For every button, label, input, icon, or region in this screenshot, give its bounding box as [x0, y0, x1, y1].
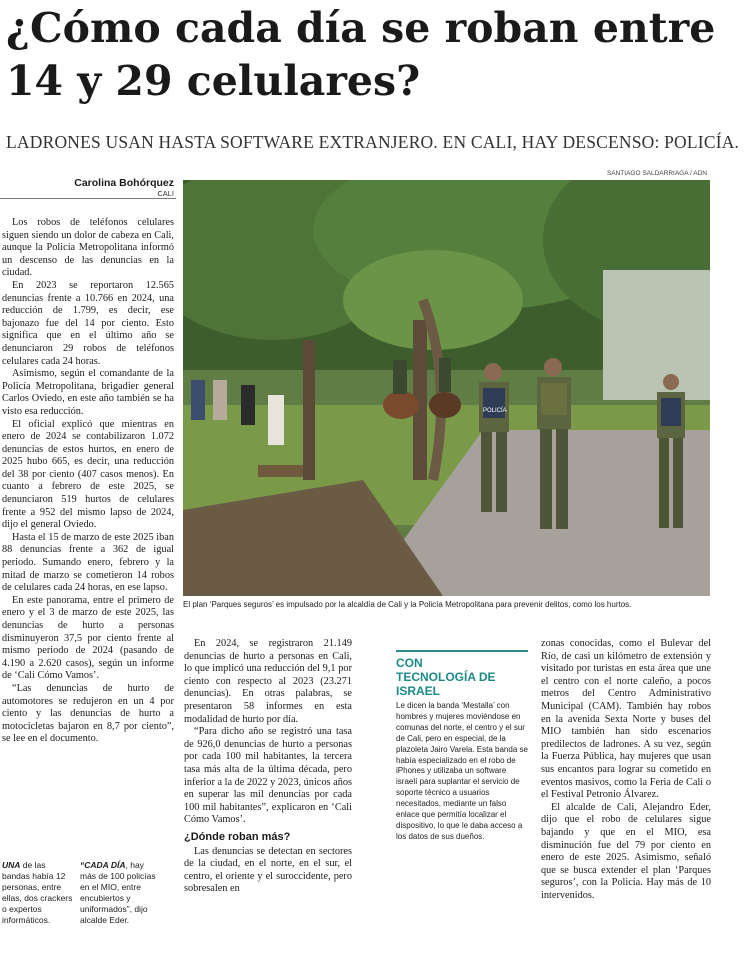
paragraph: El alcalde de Cali, Alejandro Eder, dijo que el robo de celulares sigue bajando y que en el MIO, esa disminución fue del 79 por ciento en enero de este 2025. Asimismo, señaló que se busca extender el plan ‘Parques seguros’, con la Policía. Hay más de 10 intervenidos.	[541, 801, 711, 901]
byline-rule	[0, 198, 176, 199]
paragraph: Asimismo, según el comandante de la Policía Metropolitana, brigadier general Carlos Oviedo, en este año también se ha visto esa reducción.	[2, 368, 174, 417]
sidebar-title: CON TECNOLOGÍA DE ISRAEL	[396, 656, 496, 698]
author-name: Carolina Bohórquez	[74, 177, 174, 189]
paragraph: “Las denuncias de hurto de automotores se redujeron en un 4 por ciento y las denuncias de hurto a motocicletas bajaron en 8,7 por ciento”, se lee en el documento.	[2, 682, 174, 745]
paragraph: Hasta el 15 de marzo de este 2025 iban 88 denuncias frente a 362 de igual periodo. Sumando enero, febrero y la mitad de marzo se cometieron 14 robos de celulares cada 24 horas, en ese lapso.	[2, 531, 174, 594]
byline	[60, 177, 174, 198]
paragraph: Los robos de teléfonos celulares siguen siendo un dolor de cabeza en Cali, aunque la Policía Metropolitana informó un descenso de las denuncias en la ciudad.	[2, 217, 174, 279]
paragraph: zonas conocidas, como el Bulevar del Río, de casi un kilómetro de extensión y visitado por turistas en esta área que une el centro con el norte caleño, a pocos metros del Centro Administrativo Municipal (CAM). También hay robos en la avenida Sexta Norte y buses del MIO también han sido escenarios predilectos de ladrones. A su vez, según la Fuerza Pública, hay mujeres que usan sus encantos para lograr su cometido en eventos masivos, como la Feria de Cali o el Festival Petronio Álvarez.	[541, 638, 711, 801]
paragraph: En este panorama, entre el primero de enero y el 3 de marzo de este 2025, las denuncias de hurto a personas disminuyeron 37,5 por ciento frente al mismo periodo de 2024 (pasando de 4.190 a 2.620 casos), según un informe de ‘Cali Cómo Vamos’.	[2, 594, 174, 682]
paragraph: El oficial explicó que mientras en enero de 2024 se contabilizaron 1.072 denuncias de estos hurtos, en enero de 2025 hubo 665, es decir, una reducción del 38 por ciento (407 casos menos). En cuanto a febrero de este 2025, se denunciaron 519 hurtos de celulares frente a 952 del mismo lapso de 2024, dijo el general Oviedo.	[2, 418, 174, 531]
news-photo	[183, 180, 710, 596]
article-column-4	[541, 638, 711, 902]
quote-text: de las bandas había 12 personas, entre ellas, dos crackers o expertos informáticos.	[2, 860, 73, 925]
paragraph: Las denuncias se detectan en sectores de la ciudad, en el norte, en el sur, el centro, el oriente y el suroccidente, pero sobresalen en	[184, 845, 352, 895]
dateline-city: CALI	[157, 189, 174, 198]
article-column-2	[184, 638, 352, 896]
park-police-illustration	[183, 180, 710, 596]
paragraph: En 2024, se registraron 21.149 denuncias de hurto a personas en Cali, lo que implicó una reducción del 9,1 por ciento con respecto al 2023 (23.271 denuncias). En otras palabras, se presentaron 58 informes en esta modalidad de hurto por día.	[184, 638, 352, 725]
headline: ¿Cómo cada día se roban entre 14 y 29 celulares?	[6, 4, 716, 105]
photo-credit: SANTIAGO SALDARRIAGA / ADN	[606, 170, 707, 177]
subhead: ¿Dónde roban más?	[184, 830, 291, 843]
article-column-1	[2, 217, 174, 746]
quote-lead: UNA	[2, 860, 21, 870]
quote-text: , hay más de 100 policías en el MIO, entre encubiertos y uniformados”, dijo alcalde Eder.	[80, 860, 156, 925]
quote-lead: “CADA DÍA	[80, 860, 126, 870]
photo-caption: El plan ‘Parques seguros’ es impulsado por la alcaldía de Cali y la Policía Metropolitana para prevenir delitos, como los hurtos.	[183, 600, 632, 609]
pull-quote-2	[80, 860, 158, 926]
vest-label: POLICÍA	[483, 408, 507, 414]
sidebar-text: Le dicen la banda ‘Mestalla’ con hombres y mujeres moviéndose en comunas del norte, el centro y el sur de Cali, pero en especial, de la plazoleta Jairo Varela. Esta banda se había especializado en el robo de iPhones y utilizaba un software israelí para suplantar el servicio de soporte técnico a usuarios necesitados, mediante un falso enlace que permitía localizar el dispositivo, lo que le daba acceso a los datos de sus dueños.	[396, 701, 528, 841]
sidebar-box	[396, 650, 528, 843]
paragraph: En 2023 se reportaron 12.565 denuncias frente a 10.766 en 2024, una reducción de 1.799, es decir, ese bajonazo fue del 14 por ciento. Esto significa que en el último año se denunciaron 29 robos de teléfonos celulares cada 24 horas.	[2, 279, 174, 367]
paragraph: “Para dicho año se registró una tasa de 926,0 denuncias de hurto a personas por cada 100 mil habitantes, la tercera tasa más alta de la última década, pero inferior a la de 2022 y 2023, únicos años en superar las mil denuncias por cada 100 mil habitantes”, explicaron en ‘Cali Cómo Vamos’.	[184, 726, 352, 826]
deck: LADRONES USAN HASTA SOFTWARE EXTRANJERO. EN CALI, HAY DESCENSO: POLICÍA.	[6, 132, 740, 152]
pull-quote-1	[2, 860, 74, 926]
